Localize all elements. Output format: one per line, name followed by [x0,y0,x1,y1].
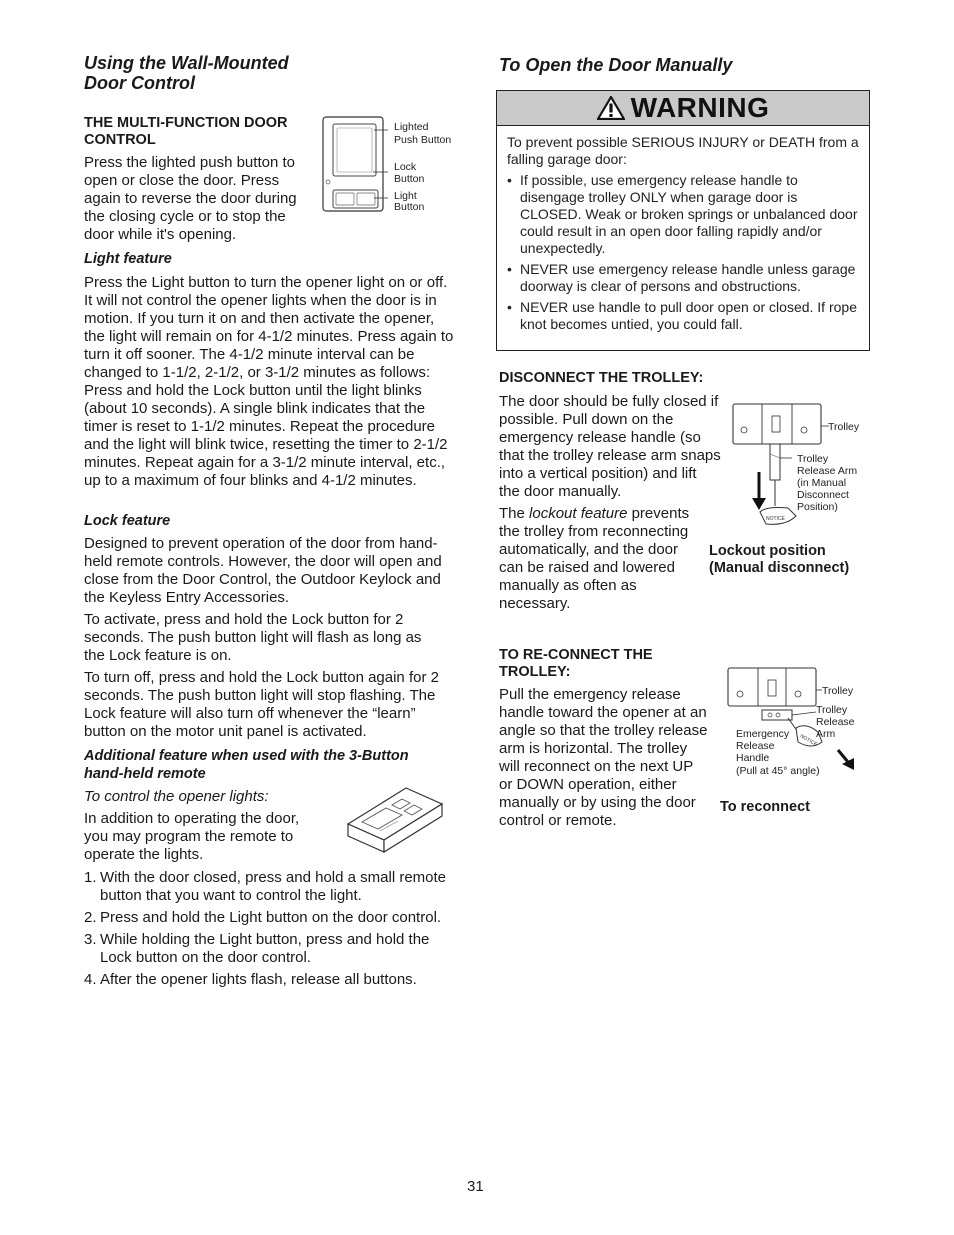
list-item: 3. While holding the Light button, press and hold the Lock button on the door control. [84,931,430,966]
lock-feature-heading: Lock feature [84,513,171,529]
label-lock: Lock [394,161,417,173]
release-arm-vertical [770,444,780,480]
warning-triangle-icon [597,96,625,120]
handle-notice-label: NOTICE [798,733,819,748]
label-handle-2: Release [736,740,775,752]
multi-function-heading: THE MULTI-FUNCTION DOOR CONTROL [84,115,288,148]
remote-control-figure [340,782,450,856]
label-handle-1: Emergency [736,728,790,740]
warning-bullet-list [507,172,859,333]
section-title-open-manually: To Open the Door Manually [499,55,733,75]
lock-feature-body-3: To turn off, press and hold the Lock button again for 2 seconds. The push button light will stop flashing. The Lock feature will also turn off whenever the “learn” button on the motor unit panel is activated. [84,669,439,740]
light-feature-body: Press the Light button to turn the opener light on or off. It will not control the opener lights when the door is in motion. If you turn it on and then activate the opener, the light will remain on for 4-1/2 minutes. Press again to turn it off sooner. The 4-1/2 minute interval can be changed to 1-1/2, 2-1/2, or 3-1/2 minutes as follows: Press and hold the Lock button until the light blinks (about 10 seconds). A single blink indicates that the timer is reset to 1-1/2 minutes. Repeat the procedure and the light will blink twice, resetting the timer to 2-1/2 minutes. Repeat again for a 3-1/2 minute interval, etc., up to a maximum of four blinks and 4-1/2 minutes. [84,274,454,489]
warning-title: WARNING [630,92,770,123]
warning-box [496,90,870,351]
disconnect-heading: DISCONNECT THE TROLLEY: [499,370,704,386]
label-push-button: Push Button [394,134,452,146]
warning-bullet: • NEVER use emergency release handle unless garage doorway is clear of persons and obstructions. [507,261,859,295]
warning-body [497,126,869,333]
disconnect-body-2: The lockout feature prevents the trolley from reconnecting automatically, and the door can be raised and lowered manually as often as necessary. [499,505,690,612]
light-feature-heading: Light feature [84,251,172,267]
warning-bullet: • If possible, use emergency release handle to disengage trolley ONLY when garage door is CLOSED. Weak or broken springs or unbalanced door could result in an open door falling rapidly and/or unexpectedly. [507,172,859,257]
control-lights-subheading: To control the opener lights: [84,788,269,805]
reconnect-body: Pull the emergency release handle toward the opener at an angle so that the trolley release arm is horizontal. The trolley will reconnect on the next UP or DOWN operation, either manually or by using the door control or remote. [499,686,708,829]
warning-header [497,91,869,126]
label-trolley: Trolley [828,421,860,433]
warning-intro: To prevent possible SERIOUS INJURY or DEATH from a falling garage door: [507,134,859,167]
label-arm-4: Disconnect [797,489,849,501]
lockout-position-figure [726,396,886,536]
reconnect-heading: TO RE-CONNECT THE TROLLEY: [499,647,653,680]
label-arm-5: Position) [797,501,838,513]
page-number: 31 [467,1178,484,1195]
handle-notice-label: NOTICE [766,516,785,522]
lighted-push-button [333,124,376,176]
lockout-caption: Lockout position (Manual disconnect) [709,543,850,576]
reconnect-figure [726,662,886,780]
section-title-wall-control [84,53,384,93]
programming-steps-list [84,869,456,993]
pull-down-arrow-icon [752,498,766,510]
door-control-figure [318,112,458,217]
label-arm-1: Trolley [816,704,848,716]
label-arm-1: Trolley [797,453,829,465]
label-arm-2: Release Arm [797,465,858,477]
warning-bullet: • NEVER use handle to pull door open or closed. If rope knot becomes untied, you could fall. [507,299,859,333]
multi-function-body: Press the lighted push button to open or close the door. Press again to reverse the door during the closing cycle or to stop the door while it's opening. [84,154,297,243]
reconnect-caption: To reconnect [720,799,810,815]
list-item: 1. With the door closed, press and hold a small remote button that you want to control the light. [84,869,447,904]
release-arm-horizontal [762,710,792,720]
label-handle-4: (Pull at 45° angle) [736,765,820,777]
lock-feature-body-1: Designed to prevent operation of the door from hand-held remote controls. However, the door will open and close from the Door Control, the Outdoor Keylock and the Keyless Entry Accessories. [84,535,442,606]
label-handle-3: Handle [736,752,770,764]
list-item: 2. Press and hold the Light button on the door control. [84,909,442,926]
list-item: 4. After the opener lights flash, release all buttons. [84,971,417,988]
disconnect-body-1: The door should be fully closed if possible. Pull down on the emergency release handle (so that the trolley release arm snaps into a vertical position) and lift the door manually. [499,393,721,500]
label-lighted: Lighted [394,121,429,133]
additional-feature-heading: Additional feature when used with the 3-Button hand-held remote [84,748,409,782]
section-title-line2: Door Control [84,73,195,93]
label-arm-3: Arm [816,728,836,740]
label-lock-button: Button [394,173,425,185]
lock-feature-body-2: To activate, press and hold the Lock button for 2 seconds. The push button light will flash as long as the Lock feature is on. [84,611,422,664]
label-light-button: Button [394,201,425,213]
label-arm-3: (in Manual [797,477,847,489]
section-title-line1: Using the Wall-Mounted [84,53,289,73]
label-arm-2: Release [816,716,855,728]
label-trolley: Trolley [822,685,854,697]
label-light: Light [394,190,417,202]
control-lights-body: In addition to operating the door, you may program the remote to operate the lights. [84,810,300,863]
